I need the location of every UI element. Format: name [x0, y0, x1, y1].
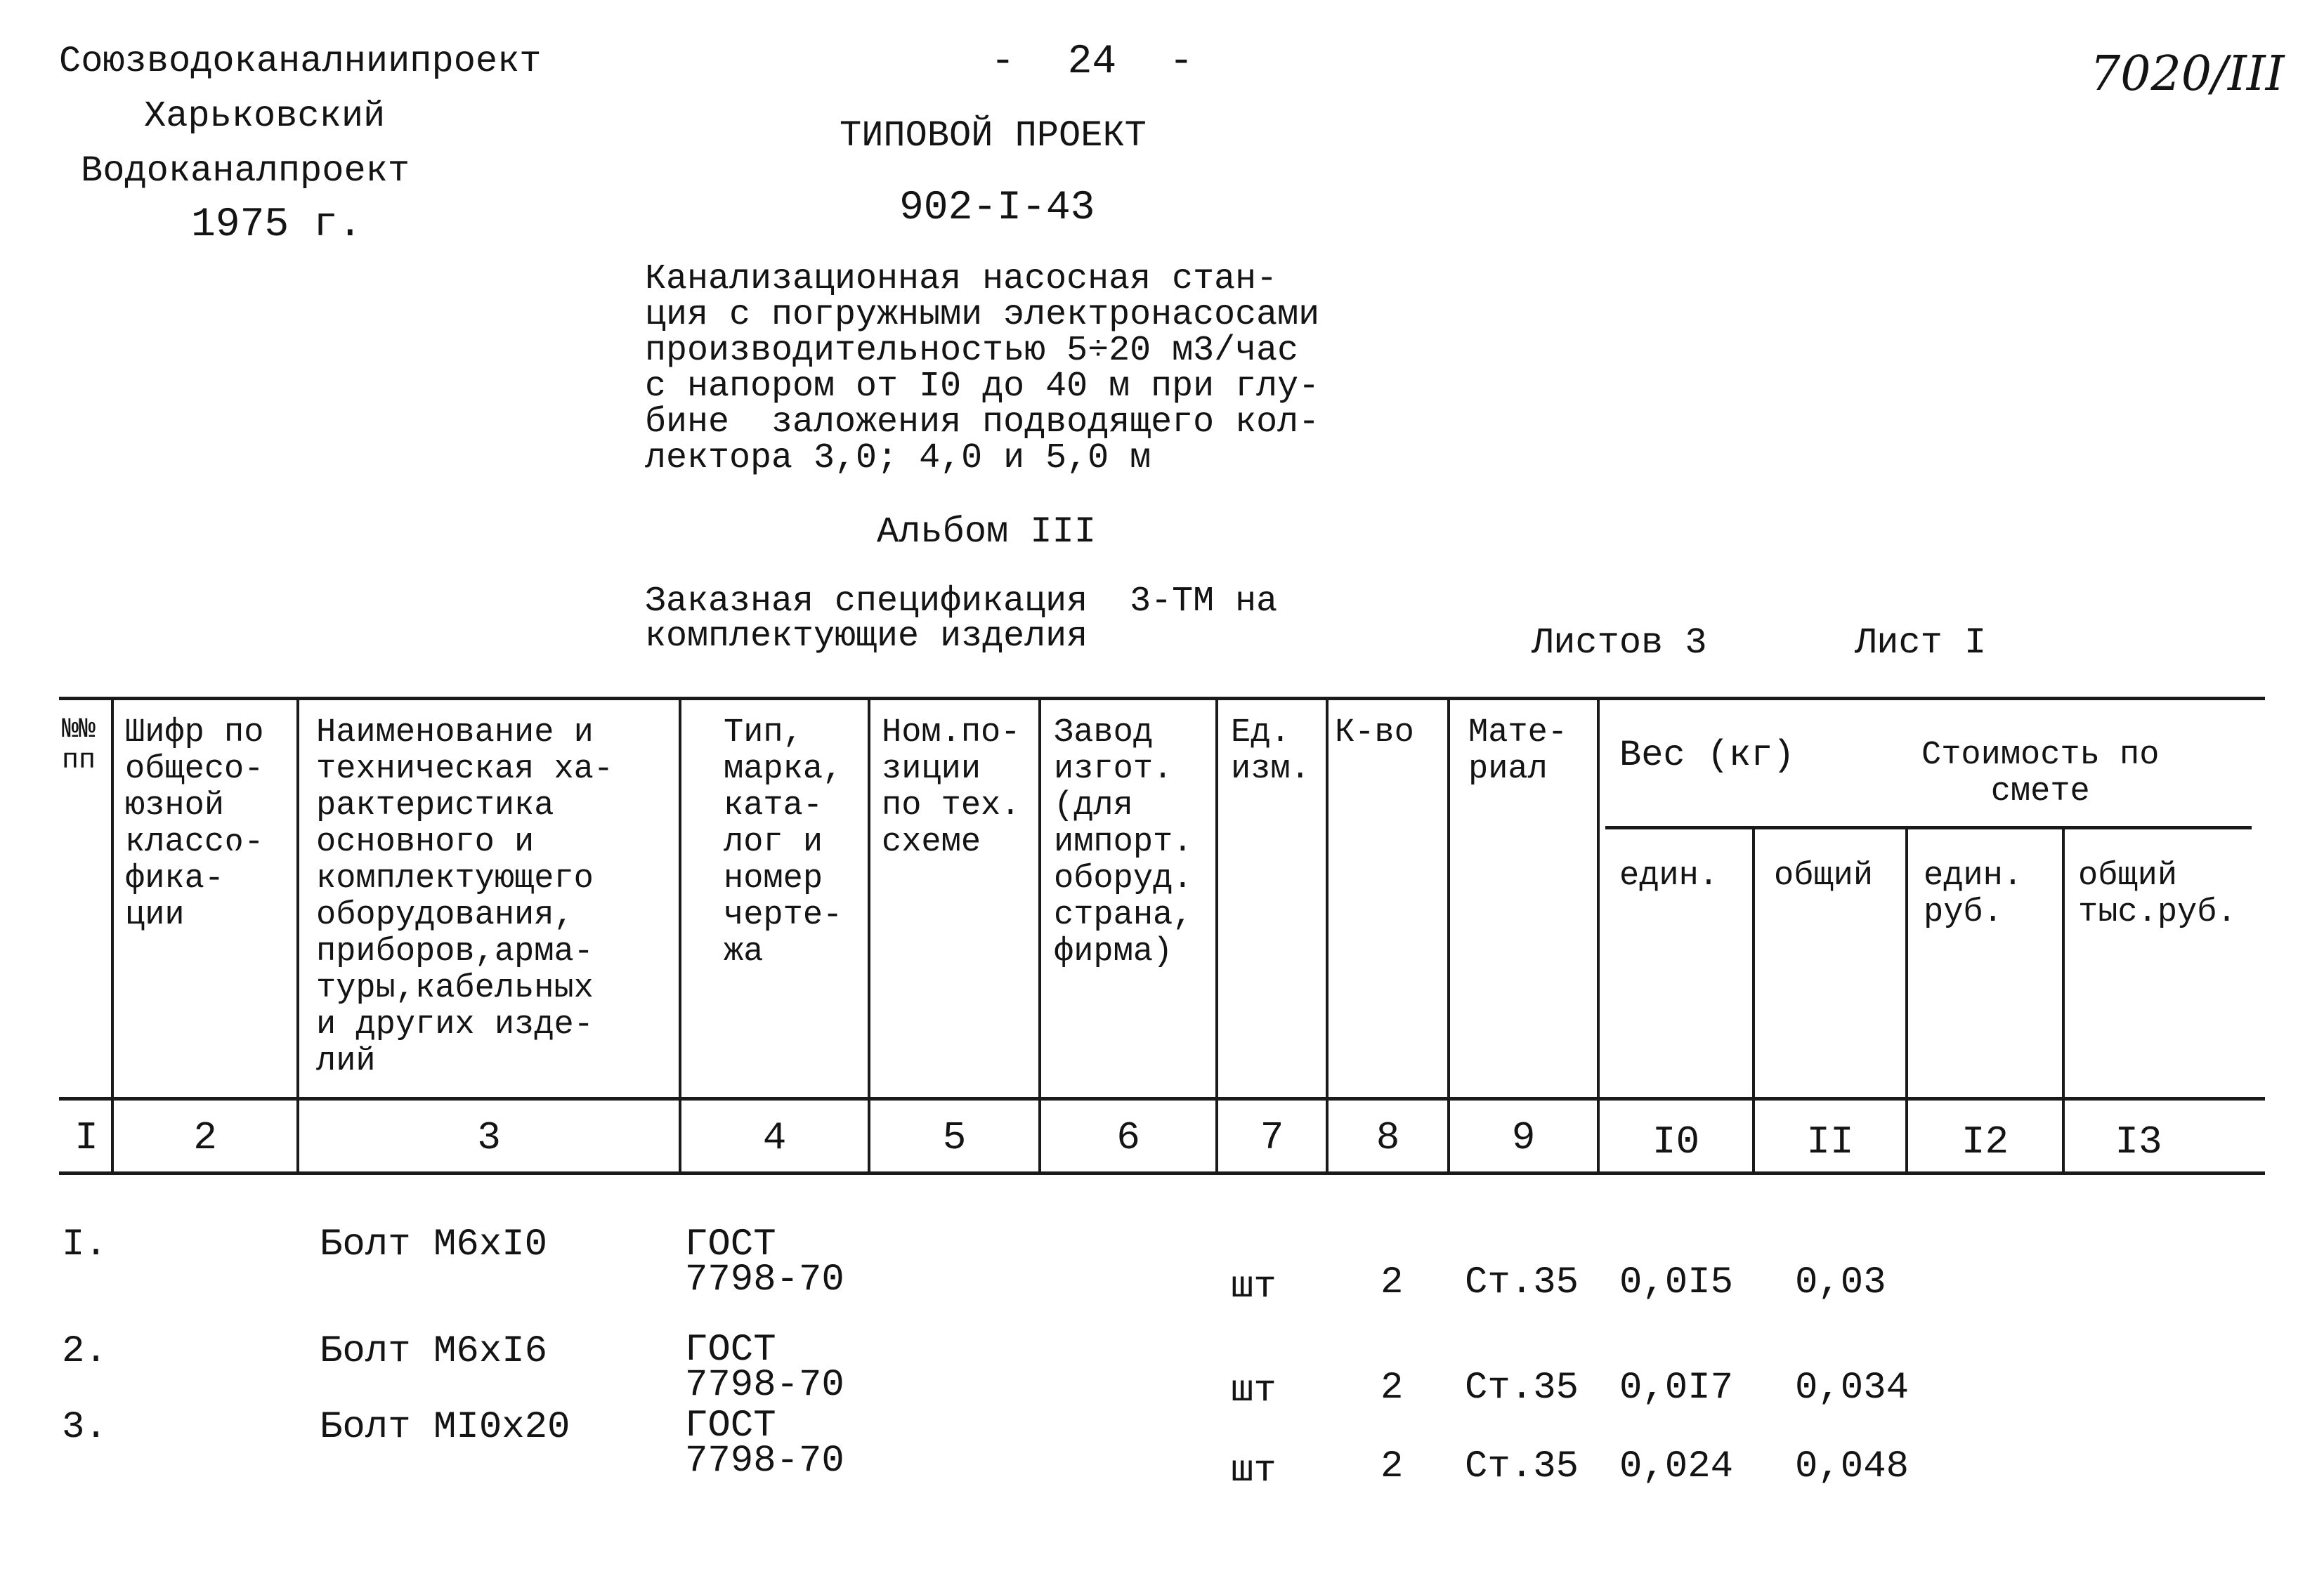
- project-type-title: ТИПОВОЙ ПРОЕКТ: [840, 115, 1147, 157]
- col-header-type: Тип, марка, ката- лог и номер черте- жа: [724, 714, 843, 971]
- sub-header-weight-unit: един.: [1619, 858, 1719, 895]
- col-divider-11: [1905, 827, 1908, 1173]
- col-number-4: 4: [762, 1115, 787, 1160]
- row-item-unit: шт: [1231, 1370, 1277, 1412]
- col-divider-3: [679, 699, 681, 1173]
- row-item-weight-unit: 0,024: [1619, 1445, 1734, 1488]
- organization-institute: Водоканалпроект: [81, 150, 410, 192]
- row-item-weight-unit: 0,0I7: [1619, 1367, 1734, 1410]
- row-number: 2.: [62, 1330, 107, 1373]
- row-item-weight-total: 0,034: [1795, 1367, 1910, 1410]
- col-number-9: 9: [1511, 1115, 1536, 1160]
- row-item-material: Ст.35: [1465, 1445, 1579, 1488]
- col-header-position: Ном.по- зиции по тех. схеме: [882, 714, 1021, 861]
- col-divider-9: [1597, 699, 1600, 1173]
- col-number-10: I0: [1652, 1119, 1700, 1164]
- row-item-weight-total: 0,03: [1795, 1261, 1886, 1304]
- row-item-quantity: 2: [1380, 1445, 1404, 1488]
- row-item-material: Ст.35: [1465, 1367, 1579, 1410]
- col-divider-4: [868, 699, 870, 1173]
- col-divider-12: [2062, 827, 2065, 1173]
- column-number-rule: [59, 1171, 2265, 1175]
- col-divider-10: [1752, 827, 1755, 1173]
- col-divider-8: [1447, 699, 1450, 1173]
- col-header-name: Наименование и техническая ха- рактеристика основного и комплектующего оборудования, приборов,арма- туры,кабельных и других изде- лий: [316, 714, 614, 1080]
- row-item-material: Ст.35: [1465, 1261, 1579, 1304]
- row-item-unit: шт: [1231, 1450, 1277, 1492]
- row-item-type: ГОСТ 7798-70: [685, 1405, 844, 1483]
- col-header-material: Мате- риал: [1468, 714, 1568, 788]
- sheets-total: Листов 3: [1532, 622, 1707, 664]
- row-item-quantity: 2: [1380, 1261, 1404, 1304]
- col-number-7: 7: [1260, 1115, 1284, 1160]
- header-bottom-rule: [59, 1097, 2265, 1101]
- organization-name: Союзводоканалниипроект: [59, 41, 542, 82]
- col-number-12: I2: [1961, 1119, 2009, 1164]
- col-header-number: №№ пп: [62, 714, 96, 777]
- col-divider-1: [111, 699, 114, 1173]
- col-number-5: 5: [942, 1115, 967, 1160]
- album-label: Альбом III: [877, 511, 1097, 553]
- weight-group-header: Вес (кг): [1619, 735, 1795, 776]
- project-year: 1975 г.: [191, 202, 363, 248]
- col-divider-2: [296, 699, 299, 1173]
- row-number: I.: [62, 1223, 107, 1266]
- col-number-1: I: [74, 1115, 98, 1160]
- page-number: - 24 -: [991, 39, 1194, 85]
- col-header-quantity: К-во: [1335, 714, 1414, 751]
- row-item-quantity: 2: [1380, 1367, 1404, 1410]
- row-item-type: ГОСТ 7798-70: [685, 1223, 844, 1301]
- cost-group-header: Стоимость по смете: [1921, 737, 2160, 810]
- specification-title: Заказная спецификация 3-ТМ на комплектующие изделия: [645, 582, 1278, 657]
- col-divider-7: [1326, 699, 1329, 1173]
- col-number-13: I3: [2115, 1119, 2162, 1164]
- table-top-rule: [59, 697, 2265, 700]
- project-description: Канализационная насосная стан- ция с погружными электронасосами производительностью 5÷20 м3/час с напором от I0 до 40 м при глу- бине заложения подводящего кол- лектора 3,0; 4,0 и 5,0 м: [645, 259, 1320, 478]
- row-item-unit: шт: [1231, 1266, 1277, 1308]
- sub-header-weight-total: общий: [1774, 858, 1874, 895]
- col-header-unit: Ед. изм.: [1231, 714, 1310, 788]
- row-item-weight-unit: 0,0I5: [1619, 1261, 1734, 1304]
- col-divider-6: [1215, 699, 1218, 1173]
- col-number-3: 3: [477, 1115, 501, 1160]
- col-number-11: II: [1806, 1119, 1854, 1164]
- sub-header-cost-unit: един. руб.: [1924, 858, 2023, 931]
- col-number-2: 2: [193, 1115, 217, 1160]
- col-number-8: 8: [1376, 1115, 1400, 1160]
- row-item-weight-total: 0,048: [1795, 1445, 1910, 1488]
- row-item-name: Болт М6хI0: [320, 1223, 548, 1266]
- row-item-type: ГОСТ 7798-70: [685, 1329, 844, 1407]
- col-number-6: 6: [1116, 1115, 1140, 1160]
- row-item-name: Болт МI0х20: [320, 1406, 570, 1449]
- sheet-number: Лист I: [1855, 622, 1987, 664]
- weight-cost-subrule: [1605, 826, 2252, 829]
- sub-header-cost-total: общий тыс.руб.: [2078, 858, 2237, 931]
- col-header-manufacturer: Завод изгот. (для импорт. оборуд. страна, фирма): [1054, 714, 1193, 971]
- row-number: 3.: [62, 1406, 107, 1449]
- project-number: 902-I-43: [899, 185, 1095, 231]
- col-divider-5: [1038, 699, 1041, 1173]
- col-header-code: Шифр по общесо- юзной классი- фика- ции: [125, 714, 264, 934]
- document-code-handwritten: 7020/III: [2090, 46, 2285, 102]
- row-item-name: Болт М6хI6: [320, 1330, 548, 1373]
- organization-city: Харьковский: [144, 96, 386, 137]
